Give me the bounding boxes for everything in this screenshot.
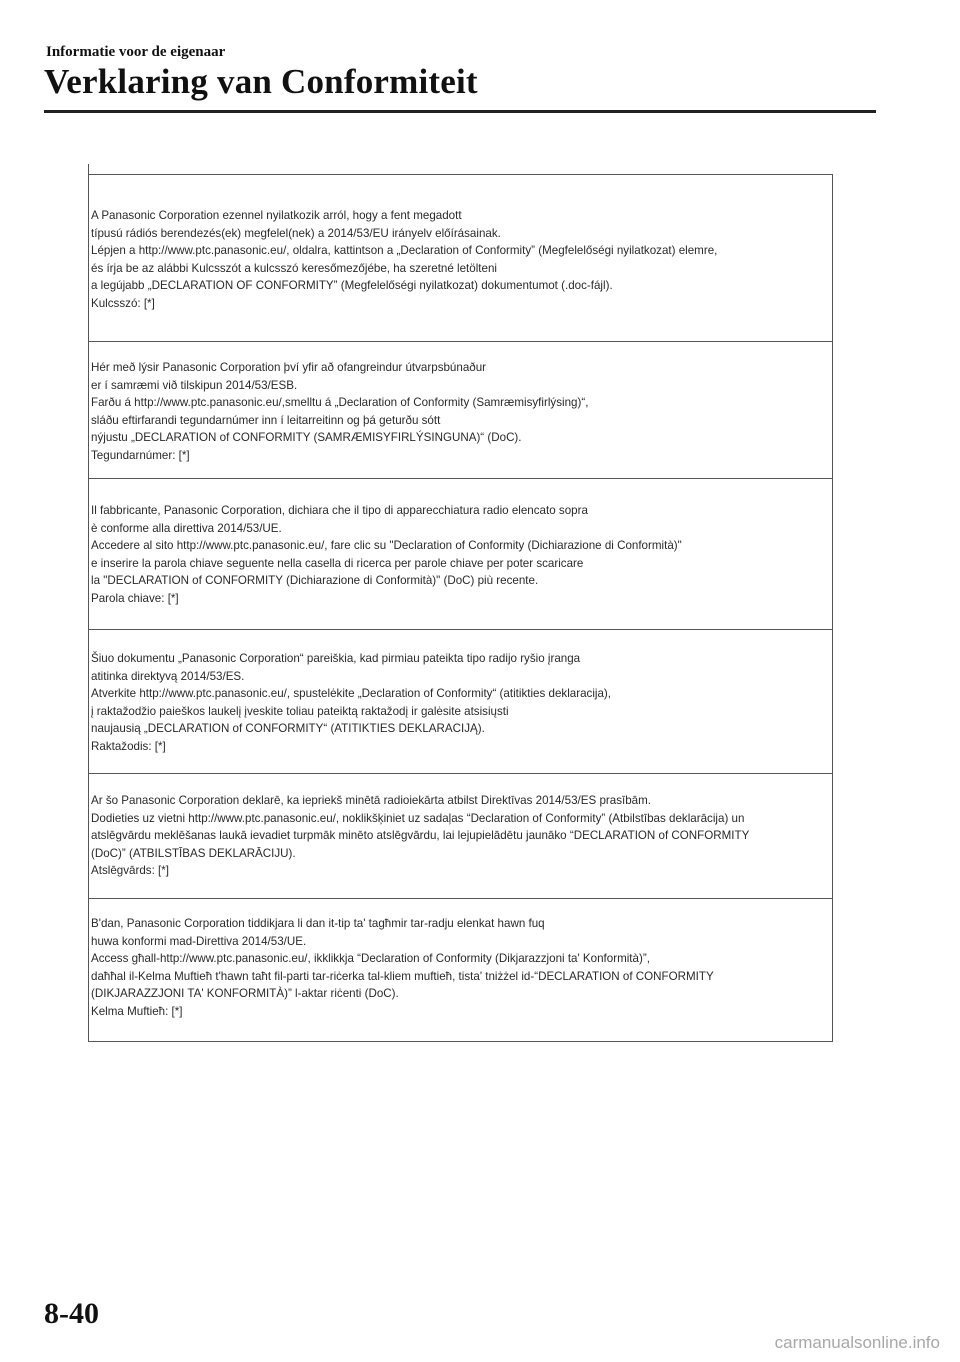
declaration-cell-icelandic xyxy=(89,342,832,479)
declaration-line: atslēgvārdu meklēšanas laukā ievadiet turpmāk minēto atslēgvārdu, lai lejupielādētu jaunāko “DECLARATION of CONFORMITY xyxy=(91,829,750,843)
page-number: 8-40 xyxy=(44,1297,99,1330)
declaration-line: Il fabbricante, Panasonic Corporation, dichiara che il tipo di apparecchiatura radio elencato sopra xyxy=(91,504,588,517)
declaration-line: (DIKJARAZZJONI TA' KONFORMITÀ)” l-aktar riċenti (DoC). xyxy=(91,987,399,1001)
declaration-line: (DoC)” (ATBILSTĪBAS DEKLARĀCIJU). xyxy=(91,846,296,860)
declaration-line: Access għall-http://www.ptc.panasonic.eu/, ikklikkja “Declaration of Conformity (Dikjarazzjoni ta' Konformità)”, xyxy=(91,952,650,966)
declaration-line: a legújabb „DECLARATION OF CONFORMITY” (Megfelelőségi nyilatkozat) dokumentumot (.doc-fájl). xyxy=(91,279,613,293)
page-title: Verklaring van Conformiteit xyxy=(44,62,478,101)
title-rule xyxy=(44,110,876,113)
declaration-line: Lépjen a http://www.ptc.panasonic.eu/, oldalra, kattintson a „Declaration of Conformity” (Megfelelőségi nyilatkozat) elemre, xyxy=(91,244,718,258)
declaration-line: er í samræmi við tilskipun 2014/53/ESB. xyxy=(91,378,298,392)
declaration-line: daħħal il-Kelma Muftieħ t'hawn taħt fil-parti tar-riċerka tal-kliem muftieħ, tista' tniżżel id-“DECLARATION of CONFORMITY xyxy=(91,969,714,983)
declaration-line: típusú rádiós berendezés(ek) megfelel(nek) a 2014/53/EU irányelv előírásainak. xyxy=(91,226,501,240)
declaration-line: e inserire la parola chiave seguente nella casella di ricerca per parole chiave per poter scaricare xyxy=(91,556,584,570)
declaration-line: Raktažodis: [*] xyxy=(91,739,166,753)
declaration-line: Atslēgvārds: [*] xyxy=(91,864,169,878)
declaration-line: huwa konformi mad-Direttiva 2014/53/UE. xyxy=(91,934,307,948)
table-top-tick xyxy=(88,164,89,174)
declaration-line: Atverkite http://www.ptc.panasonic.eu/, spustelėkite „Declaration of Conformity“ (atitikties deklaracija), xyxy=(91,687,612,701)
declaration-cell-lithuanian xyxy=(89,630,832,774)
declaration-line: Ar šo Panasonic Corporation deklarē, ka iepriekš minētā radioiekārta atbilst Direktīvas 2014/53/ES prasībām. xyxy=(91,794,651,807)
site-watermark: carmanualsonline.info xyxy=(774,1333,940,1352)
declaration-line: Tegundarnúmer: [*] xyxy=(91,448,190,462)
declaration-line: Šiuo dokumentu „Panasonic Corporation“ pareiškia, kad pirmiau pateikta tipo radijo ryšio įranga xyxy=(91,652,581,665)
declaration-line: A Panasonic Corporation ezennel nyilatkozik arról, hogy a fent megadott xyxy=(91,209,462,222)
declaration-line: naujausią „DECLARATION of CONFORMITY“ (ATITIKTIES DEKLARACIJĄ). xyxy=(91,722,485,736)
declaration-line: è conforme alla direttiva 2014/53/UE. xyxy=(91,521,282,535)
declaration-line: és írja be az alábbi Kulcsszót a kulcsszó keresőmezőjébe, ha szeretné letölteni xyxy=(91,261,497,275)
declaration-cell-hungarian xyxy=(89,175,832,342)
declaration-line: la "DECLARATION of CONFORMITY (Dichiarazione di Conformità)" (DoC) più recente. xyxy=(91,574,539,588)
declaration-line: Hér með lýsir Panasonic Corporation því yfir að ofangreindur útvarpsbúnaður xyxy=(91,361,487,374)
declaration-line: Farðu á http://www.ptc.panasonic.eu/,smelltu á „Declaration of Conformity (Samræmisyfirlýsing)“, xyxy=(91,396,589,410)
declaration-line: Parola chiave: [*] xyxy=(91,591,179,605)
declaration-line: nýjustu „DECLARATION of CONFORMITY (SAMRÆMISYFIRLÝSINGUNA)“ (DoC). xyxy=(91,431,522,445)
declaration-line: Dodieties uz vietni http://www.ptc.panasonic.eu/, noklikšķiniet uz sadaļas “Declaration of Conformity” (Atbilstības deklarācija) un xyxy=(91,811,745,825)
declaration-line: atitinka direktyvą 2014/53/ES. xyxy=(91,669,245,683)
declaration-cell-maltese xyxy=(89,899,832,1041)
declaration-line: Kulcsszó: [*] xyxy=(91,296,155,310)
declaration-line: į raktažodžio paieškos laukelį įveskite toliau pateiktą raktažodį ir galėsite atsisiųsti xyxy=(91,704,509,718)
declaration-cell-italian xyxy=(89,479,832,630)
declaration-table xyxy=(88,174,833,1042)
declaration-line: Accedere al sito http://www.ptc.panasonic.eu/, fare clic su "Declaration of Conformity (Dichiarazione di Conformità)" xyxy=(91,539,682,553)
declaration-cell-latvian xyxy=(89,774,832,899)
declaration-line: B'dan, Panasonic Corporation tiddikjara li dan it-tip ta' tagħmir tar-radju elenkat hawn fuq xyxy=(91,917,545,930)
section-label: Informatie voor de eigenaar xyxy=(46,44,226,60)
declaration-line: Kelma Muftieħ: [*] xyxy=(91,1004,183,1018)
declaration-line: sláðu eftirfarandi tegundarnúmer inn í leitarreitinn og þá geturðu sótt xyxy=(91,413,441,427)
